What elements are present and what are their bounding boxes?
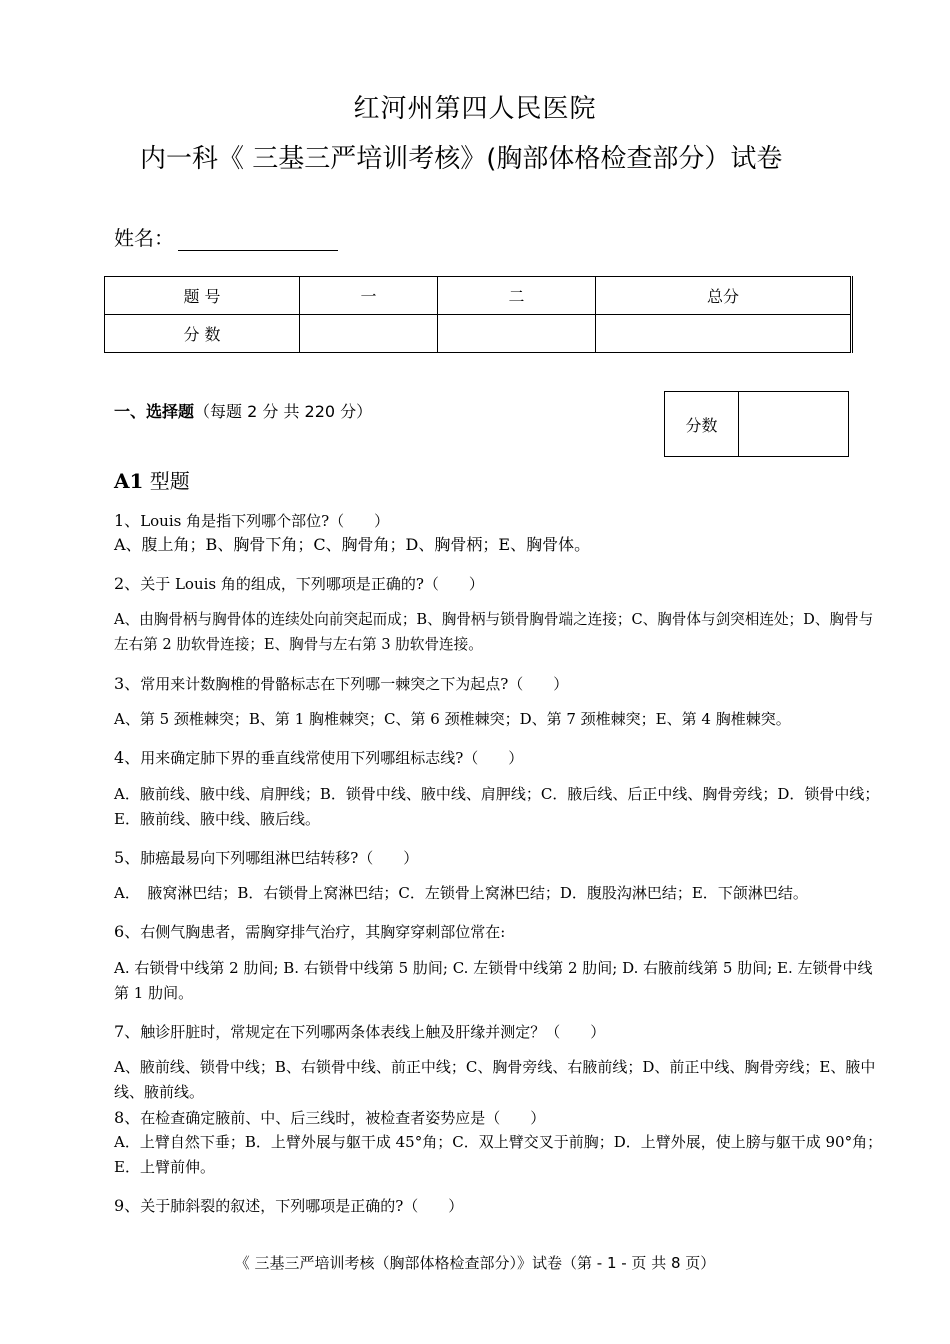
- question-number: 4、: [114, 748, 141, 767]
- question-text: 常用来计数胸椎的骨骼标志在下列哪一棘突之下为起点?（ ）: [140, 675, 569, 693]
- score-table-cell: 分 数: [105, 315, 300, 353]
- exam-title-subject: 内一科《 三基三严培训考核》(胸部体格检查部分）试卷: [140, 144, 783, 174]
- question-options: A．上臂自然下垂；B．上臂外展与躯干成 45°角；C．双上臂交叉于前胸；D．上臂外展，使上膀与躯干成 90°角；E．上臂前伸。: [114, 1133, 883, 1176]
- name-input-line[interactable]: [178, 250, 338, 251]
- section-score-label: 分数: [665, 392, 739, 457]
- question-text: 触诊肝脏时，常规定在下列哪两条体表线上触及肝缘并测定？（ ）: [140, 1023, 606, 1041]
- exam-title-hospital: 红河州第四人民医院: [353, 94, 597, 124]
- subsection-bold: A1: [114, 469, 144, 493]
- question-text: Louis 角是指下列哪个部位?（ ）: [140, 512, 390, 530]
- name-label: 姓名：: [114, 226, 174, 250]
- score-table-cell: [596, 315, 852, 353]
- score-table-cell: 一: [300, 277, 438, 315]
- question-options: A、由胸骨柄与胸骨体的连续处向前突起而成；B、胸骨柄与锁骨胸骨端之连接；C、胸骨体与剑突相连处；D、胸骨与左右第 2 肋软骨连接；E、胸骨与左右第 3 肋软骨连接。: [114, 611, 874, 653]
- question-stem: [114, 919, 884, 945]
- score-table-cell: [438, 315, 596, 353]
- question-stem: [114, 745, 884, 771]
- question-number: 7、: [114, 1022, 141, 1041]
- question-options: A．腋前线、腋中线、肩胛线；B．锁骨中线、腋中线、肩胛线；C．腋后线、后正中线、胸骨旁线；D．锁骨中线；E．腋前线、腋中线、腋后线。: [114, 785, 880, 828]
- question-number: 1、: [114, 511, 141, 530]
- score-table-cell: 题 号: [105, 277, 300, 315]
- question-text: 右侧气胸患者，需胸穿排气治疗，其胸穿穿刺部位常在:: [140, 923, 506, 941]
- page-footer: 《 三基三严培训考核（胸部体格检查部分）》试卷（第 - 1 - 页 共 8 页）: [234, 1254, 716, 1272]
- section-note: （每题 2 分 共 220 分）: [194, 402, 373, 421]
- score-table-header-row: [105, 277, 852, 315]
- question-stem: [114, 845, 884, 871]
- question-text: 关于 Louis 角的组成，下列哪项是正确的?（ ）: [140, 575, 484, 593]
- question-text: 肺癌最易向下列哪组淋巴结转移?（ ）: [140, 849, 419, 867]
- question-number: 9、: [114, 1196, 141, 1215]
- question-stem: [114, 1193, 884, 1219]
- question-number: 5、: [114, 848, 141, 867]
- score-table-cell: 总分: [596, 277, 852, 315]
- question-options: A、第 5 颈椎棘突；B、第 1 胸椎棘突；C、第 6 颈椎棘突；D、第 7 颈椎棘突；E、第 4 胸椎棘突。: [114, 710, 791, 728]
- question-number: 8、: [114, 1108, 141, 1127]
- question-options: A． 腋窝淋巴结；B．右锁骨上窝淋巴结；C．左锁骨上窝淋巴结；D．腹股沟淋巴结；E．下颌淋巴结。: [114, 884, 808, 902]
- question-text: 用来确定肺下界的垂直线常使用下列哪组标志线?（ ）: [140, 749, 524, 767]
- section-score-box: [664, 391, 849, 457]
- question-text: 在检查确定腋前、中、后三线时，被检查者姿势应是（ ）: [140, 1109, 546, 1127]
- score-table-cell: [300, 315, 438, 353]
- question-options: A、腋前线、锁骨中线；B、右锁骨中线、前正中线；C、胸骨旁线、右腋前线；D、前正中线、胸骨旁线；E、腋中线、腋前线。: [114, 1058, 876, 1101]
- section-score-value: [739, 392, 849, 457]
- score-table-score-row: [105, 315, 852, 353]
- question-number: 6、: [114, 922, 141, 941]
- question-options: A. 右锁骨中线第 2 肋间; B. 右锁骨中线第 5 肋间; C. 左锁骨中线第 2 肋间; D. 右腋前线第 5 肋间; E. 左锁骨中线第 1 肋间。: [114, 959, 873, 1002]
- subsection-label: 型题: [143, 469, 190, 493]
- section-heading: [114, 399, 372, 422]
- question-stem: [114, 571, 884, 597]
- question-stem: [114, 508, 884, 534]
- score-table-cell: 二: [438, 277, 596, 315]
- question-stem: [114, 1105, 884, 1131]
- section-title: 一、选择题: [114, 402, 195, 421]
- score-summary-table: [104, 276, 853, 353]
- subsection-heading: [114, 465, 190, 494]
- question-stem: [114, 1019, 884, 1045]
- question-stem: [114, 671, 884, 697]
- question-number: 3、: [114, 674, 141, 693]
- question-text: 关于肺斜裂的叙述，下列哪项是正确的?（ ）: [140, 1197, 464, 1215]
- question-number: 2、: [114, 574, 141, 593]
- question-options: A、腹上角；B、胸骨下角；C、胸骨角；D、胸骨柄；E、胸骨体。: [114, 535, 591, 554]
